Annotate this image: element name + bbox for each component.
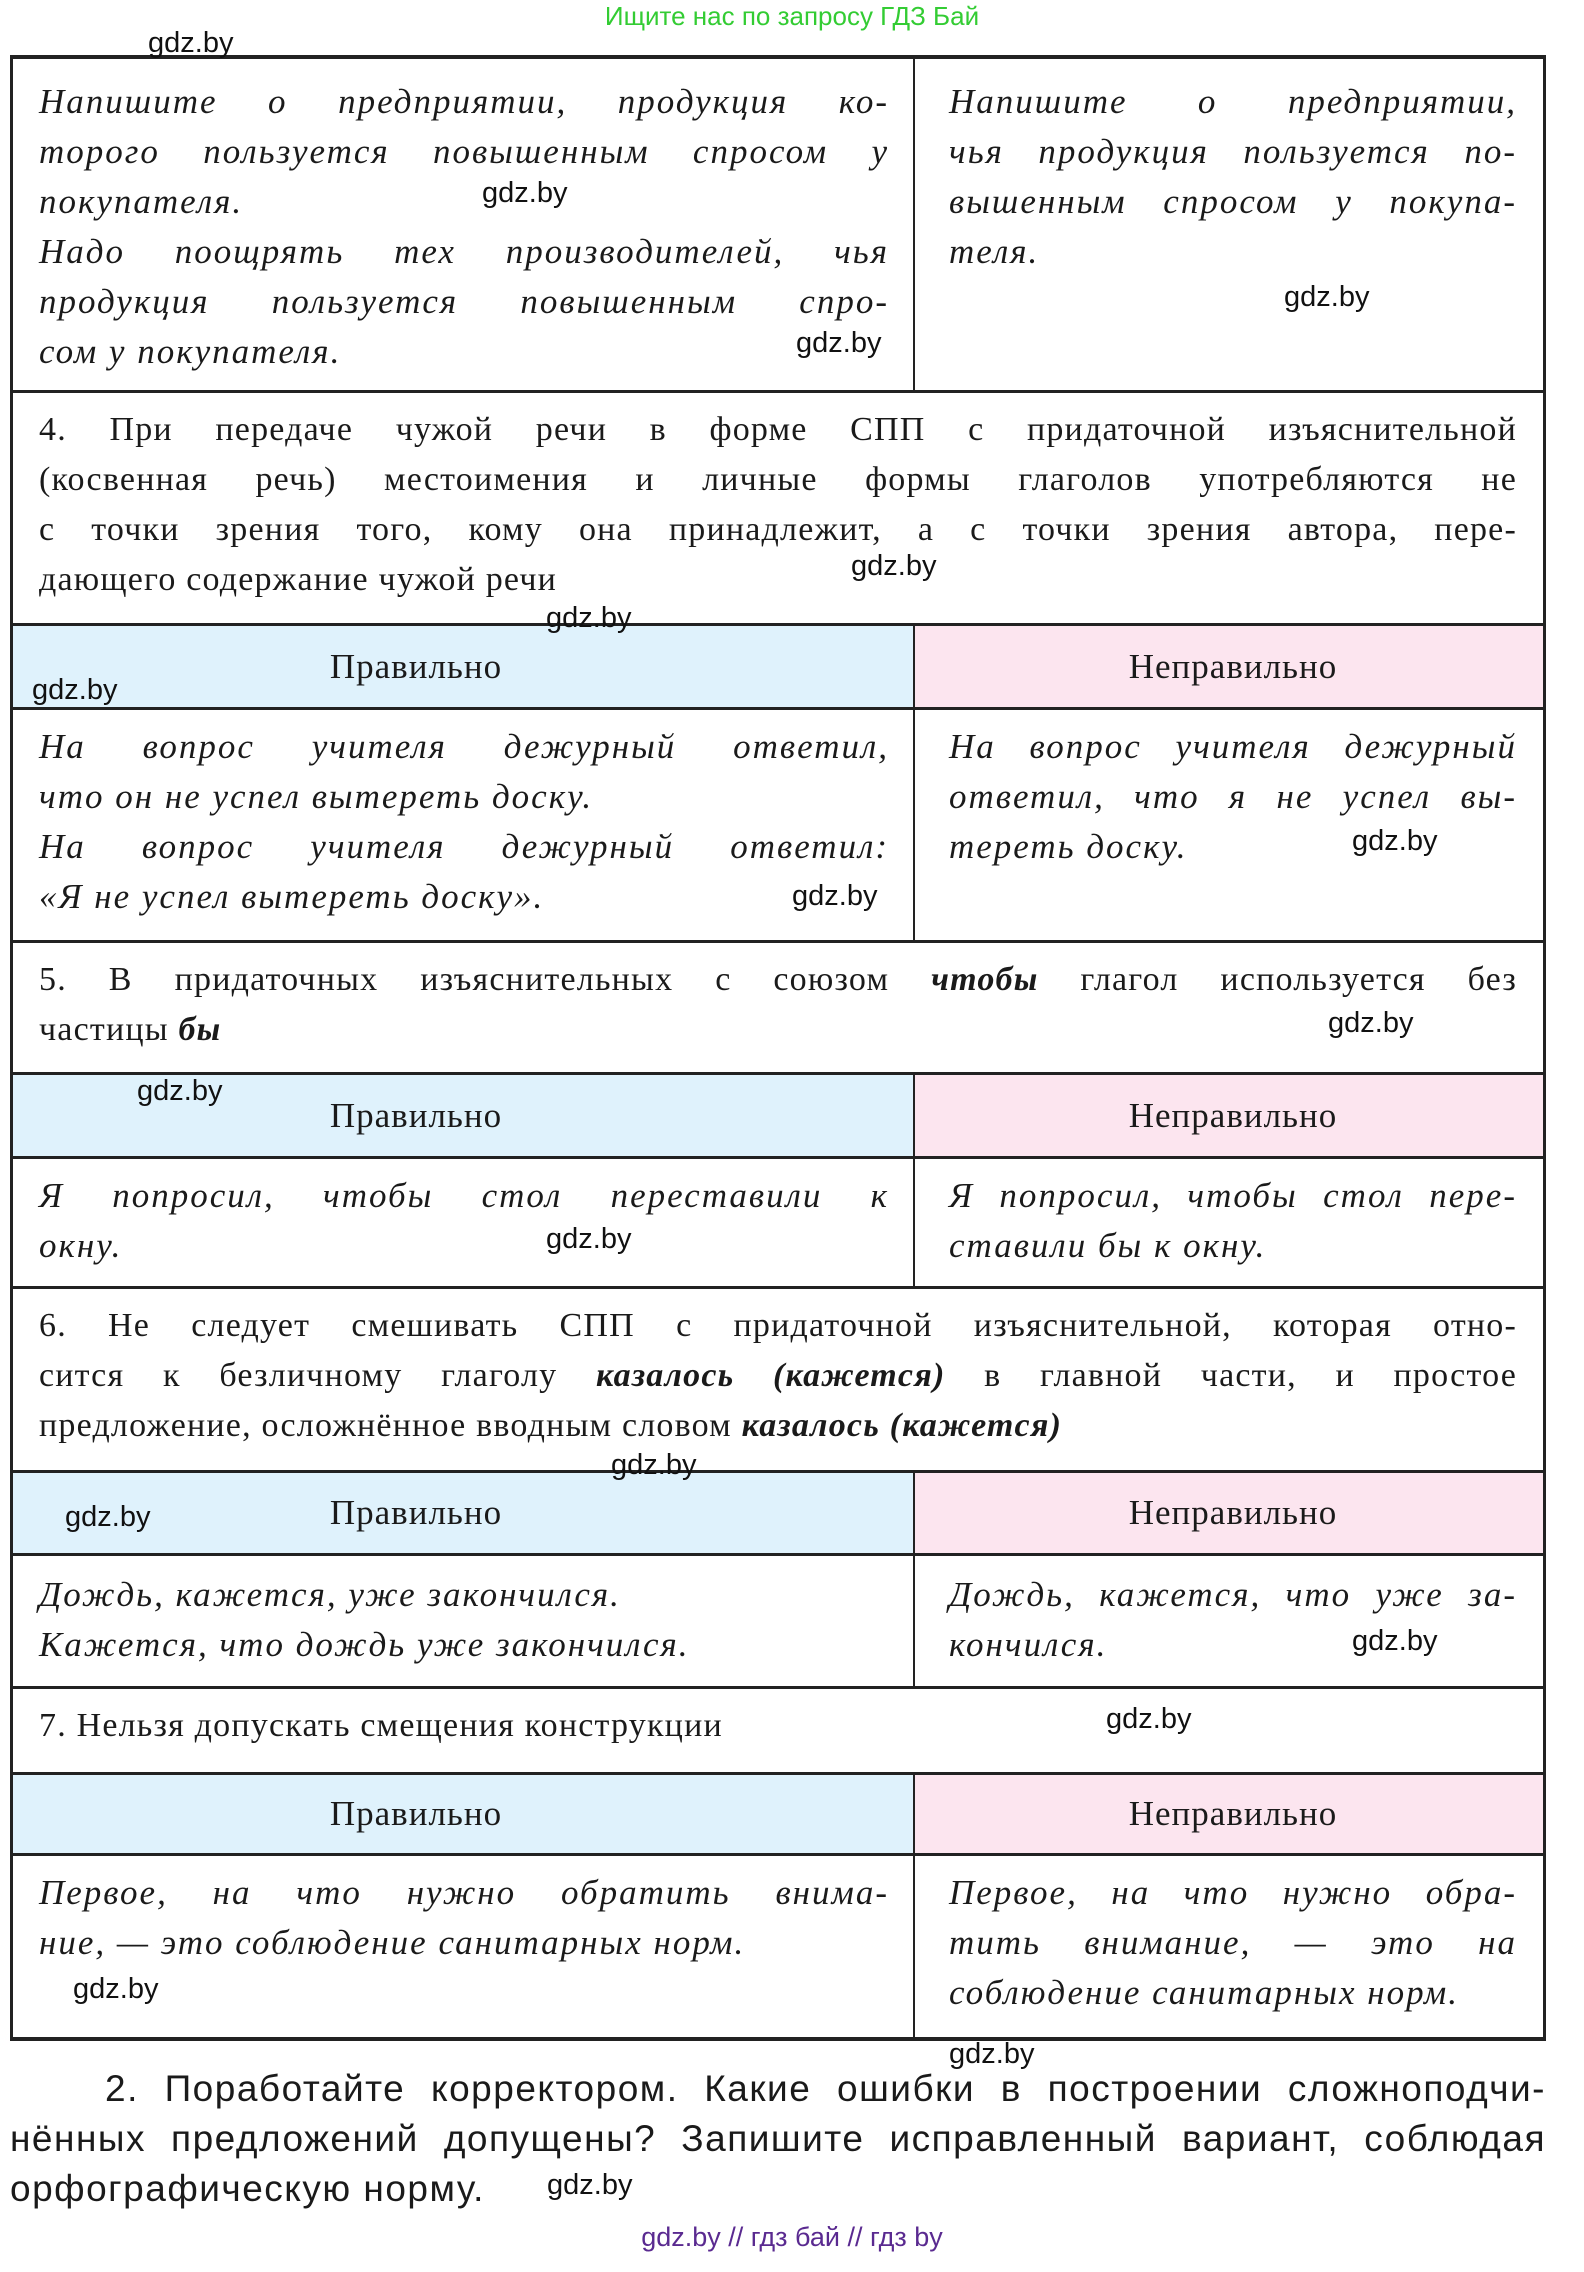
watermark: gdz.by <box>796 327 882 359</box>
emphasized-term: бы <box>178 1011 222 1048</box>
search-banner: Ищите нас по запросу ГДЗ Бай <box>604 1 980 31</box>
table-row-header <box>13 1772 1543 1853</box>
rule-text-segment: в главной части, и простое <box>945 1357 1517 1394</box>
watermark: gdz.by <box>1328 1007 1414 1039</box>
correct-example <box>13 1556 915 1686</box>
table-row-header <box>13 623 1543 707</box>
exercise-task <box>10 2064 1546 2214</box>
incorrect-column-header: Неправильно <box>915 1075 1543 1156</box>
watermark: gdz.by <box>65 1501 151 1533</box>
rule-line <box>39 1701 1517 1751</box>
example-line: На вопрос учителя дежурный ответил, <box>39 727 889 766</box>
example-line: сом у покупателя. <box>39 332 342 371</box>
watermark: gdz.by <box>546 1223 632 1255</box>
rule-line <box>39 1005 1517 1055</box>
example-line: вышенным спросом у покупа- <box>949 182 1517 221</box>
rule-line <box>39 955 1517 1005</box>
watermark: gdz.by <box>1352 825 1438 857</box>
rule-line <box>39 455 1517 505</box>
rule-text-segment: сится к безличному глаголу <box>39 1357 597 1394</box>
incorrect-column-header: Неправильно <box>915 626 1543 707</box>
watermark: gdz.by <box>851 550 937 582</box>
example-line: Напишите о предприятии, <box>949 82 1517 121</box>
example-line: продукция пользуется повышенным спро- <box>39 282 889 321</box>
example-line: «Я не успел вытереть доску». <box>39 877 545 916</box>
rule-text-segment: глагол используется без <box>1038 961 1517 998</box>
table-row-pair <box>13 707 1543 940</box>
incorrect-example <box>915 1159 1543 1286</box>
emphasized-term: казалось (кажется) <box>741 1407 1063 1444</box>
rule-text-segment: 5. В придаточных изъяснительных с союзом <box>39 961 932 998</box>
emphasized-term: чтобы <box>931 961 1039 998</box>
correct-column-header: Правильно <box>13 1473 915 1553</box>
example-line: что он не успел вытереть доску. <box>39 777 594 816</box>
incorrect-example <box>915 1856 1543 2037</box>
grammar-rules-table <box>10 55 1546 2041</box>
rule-text-segment: предложение, осложнённое вводным словом <box>39 1407 742 1444</box>
task-line: орфографическую норму. <box>10 2168 485 2209</box>
watermark: gdz.by <box>1284 281 1370 313</box>
task-line: 2. Поработайте корректором. Какие ошибки в построении сложноподчи- <box>105 2068 1546 2109</box>
watermark: gdz.by <box>547 2169 633 2201</box>
example-line: окну. <box>39 1226 123 1265</box>
example-line: соблюдение санитарных норм. <box>949 1973 1459 2012</box>
footer-links[interactable]: gdz.by // гдз бай // гдз by <box>641 2222 943 2252</box>
rule-line <box>39 555 1517 605</box>
example-line: Первое, на что нужно обра- <box>949 1873 1517 1912</box>
example-line: Надо поощрять тех производителей, чья <box>39 232 889 271</box>
watermark: gdz.by <box>792 880 878 912</box>
example-line: тереть доску. <box>949 827 1188 866</box>
rule-text <box>13 1689 1543 1772</box>
rule-text-segment: дающего содержание чужой речи <box>39 561 558 598</box>
correct-column-header: Правильно <box>13 626 915 707</box>
rule-text <box>13 393 1543 623</box>
example-line: торого пользуется повышенным спросом у <box>39 132 889 171</box>
rule-text-segment: (косвенная речь) местоимения и личные формы глаголов употребляются не <box>39 461 1517 498</box>
example-line: Напишите о предприятии, продукция ко- <box>39 82 889 121</box>
rule-text-segment: 4. При передаче чужой речи в форме СПП с придаточной изъяснительной <box>39 411 1517 448</box>
table-row-header <box>13 1072 1543 1156</box>
watermark: gdz.by <box>611 1449 697 1481</box>
rule-line <box>39 1351 1517 1401</box>
example-line: На вопрос учителя дежурный <box>949 727 1517 766</box>
rule-text <box>13 1289 1543 1470</box>
example-line: ответил, что я не успел вы- <box>949 777 1517 816</box>
emphasized-term: казалось (кажется) <box>596 1357 946 1394</box>
correct-example <box>13 710 915 940</box>
table-row-rule <box>13 940 1543 1072</box>
table-row-rule <box>13 1286 1543 1470</box>
example-line: Я попросил, чтобы стол переставили к <box>39 1176 889 1215</box>
example-line: тить внимание, — это на <box>949 1923 1517 1962</box>
incorrect-column-header: Неправильно <box>915 1473 1543 1553</box>
example-line: чья продукция пользуется по- <box>949 132 1517 171</box>
rule-text-segment: 6. Не следует смешивать СПП с придаточной изъяснительной, которая отно- <box>39 1307 1517 1344</box>
table-row-pair <box>13 1156 1543 1286</box>
watermark: gdz.by <box>137 1075 223 1107</box>
incorrect-example <box>915 710 1543 940</box>
correct-column-header: Правильно <box>13 1075 915 1156</box>
rule-line <box>39 1301 1517 1351</box>
example-line: кончился. <box>949 1625 1108 1664</box>
watermark: gdz.by <box>73 1973 159 2005</box>
correct-example <box>13 1159 915 1286</box>
example-line: На вопрос учителя дежурный ответил: <box>39 827 889 866</box>
table-row-rule <box>13 1686 1543 1772</box>
example-line: Первое, на что нужно обратить внима- <box>39 1873 889 1912</box>
table-row-pair <box>13 1553 1543 1686</box>
watermark: gdz.by <box>148 27 234 59</box>
incorrect-example <box>915 1556 1543 1686</box>
table-row-rule <box>13 390 1543 623</box>
correct-example <box>13 1856 915 2037</box>
rule-text-segment: с точки зрения того, кому она принадлежит, а с точки зрения автора, пере- <box>39 511 1517 548</box>
rule-text-segment: 7. Нельзя допускать смещения конструкции <box>39 1707 723 1744</box>
watermark: gdz.by <box>1352 1625 1438 1657</box>
table-row-header <box>13 1470 1543 1553</box>
watermark: gdz.by <box>1106 1703 1192 1735</box>
incorrect-column-header: Неправильно <box>915 1775 1543 1853</box>
incorrect-example <box>915 59 1543 390</box>
example-line: покупателя. <box>39 182 244 221</box>
task-line: нённых предложений допущены? Запишите исправленный вариант, соблюдая <box>10 2118 1546 2159</box>
correct-example <box>13 59 915 390</box>
watermark: gdz.by <box>482 177 568 209</box>
watermark: gdz.by <box>32 674 118 706</box>
rule-text <box>13 943 1543 1072</box>
table-row-pair <box>13 1853 1543 2037</box>
example-line: Кажется, что дождь уже закончился. <box>39 1625 690 1664</box>
rule-text-segment: частицы <box>39 1011 179 1048</box>
table-row-pair <box>13 59 1543 390</box>
example-line: Дождь, кажется, уже закончился. <box>39 1575 621 1614</box>
watermark: gdz.by <box>949 2038 1035 2070</box>
example-line: ставили бы к окну. <box>949 1226 1267 1265</box>
rule-line <box>39 405 1517 455</box>
example-line: ние, — это соблюдение санитарных норм. <box>39 1923 746 1962</box>
correct-column-header: Правильно <box>13 1775 915 1853</box>
watermark: gdz.by <box>546 602 632 634</box>
example-line: Дождь, кажется, что уже за- <box>949 1575 1517 1614</box>
example-line: Я попросил, чтобы стол пере- <box>949 1176 1517 1215</box>
rule-line <box>39 1401 1517 1451</box>
example-line: теля. <box>949 232 1040 271</box>
rule-line <box>39 505 1517 555</box>
